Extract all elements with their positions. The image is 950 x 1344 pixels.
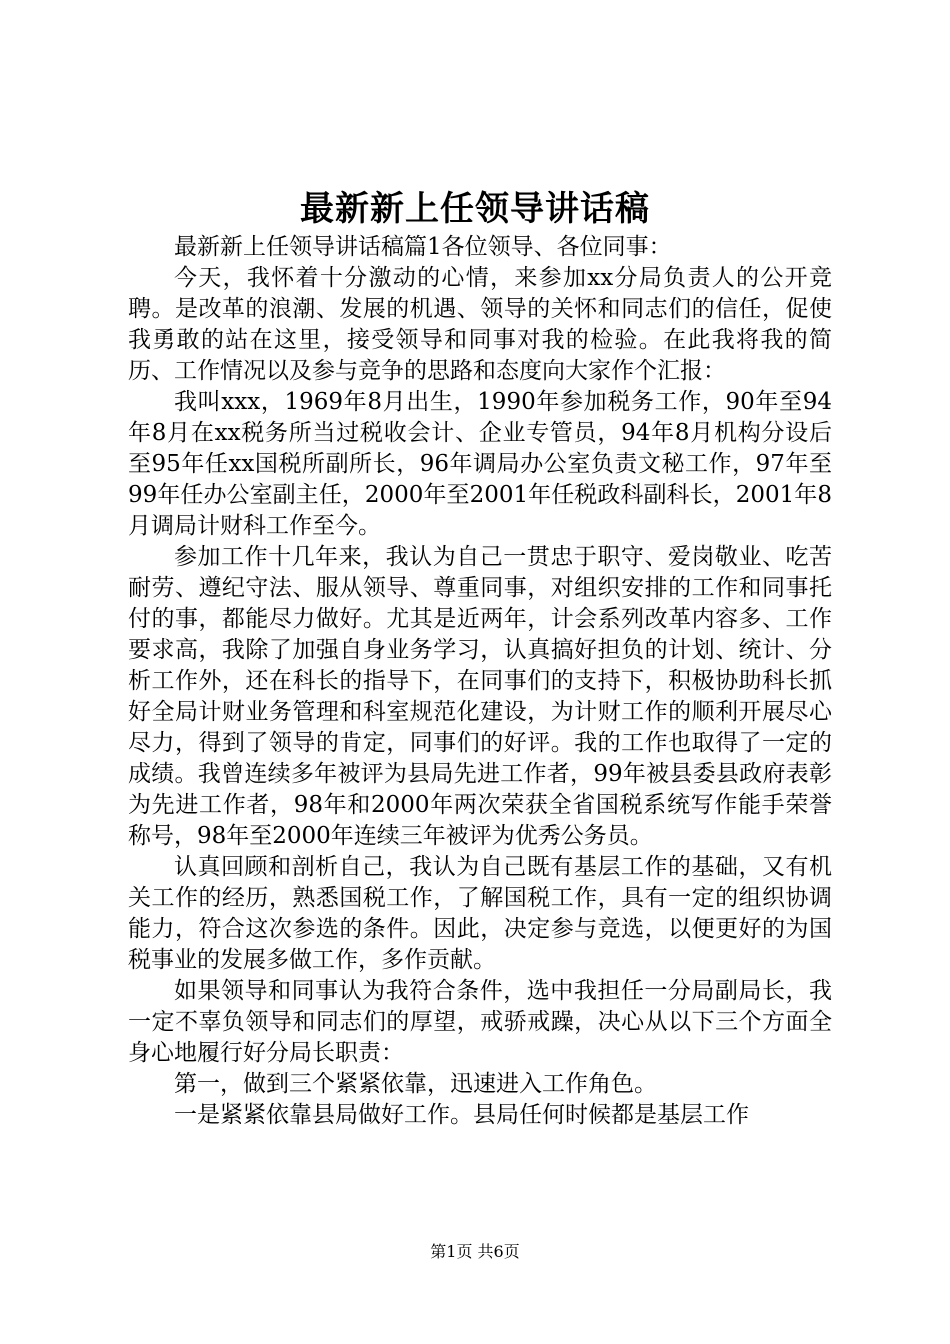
paragraph: 认真回顾和剖析自己，我认为自己既有基层工作的基础，又有机关工作的经历，熟悉国税工作，了解国税工作，具有一定的组织协调能力，符合这次参选的条件。因此，决定参与竞选，以便更好的为国税事业的发展多做工作，多作贡献。 [128, 854, 832, 973]
paragraph: 今天，我怀着十分激动的心情，来参加xx分局负责人的公开竞聘。是改革的浪潮、发展的机遇、领导的关怀和同志们的信任，促使我勇敢的站在这里，接受领导和同事对我的检验。在此我将我的简历、工作情况以及参与竞争的思路和态度向大家作个汇报： [128, 265, 832, 384]
document-body [128, 232, 832, 1131]
document-title: 最新新上任领导讲话稿 [300, 189, 650, 229]
paragraph: 参加工作十几年来，我认为自己一贯忠于职守、爱岗敬业、吃苦耐劳、遵纪守法、服从领导、尊重同事，对组织安排的工作和同事托付的事，都能尽力做好。尤其是近两年，计会系列改革内容多、工作要求高，我除了加强自身业务学习，认真搞好担负的计划、统计、分析工作外，还在科长的指导下，在同事们的支持下，积极协助科长抓好全局计财业务管理和科室规范化建设，为计财工作的顺利开展尽心尽力，得到了领导的肯定，同事们的好评。我的工作也取得了一定的成绩。我曾连续多年被评为县局先进工作者，99年被县委县政府表彰为先进工作者，98年和2000年两次荣获全省国税系统写作能手荣誉称号，98年至2000年连续三年被评为优秀公务员。 [128, 544, 832, 849]
paragraph: 最新新上任领导讲话稿篇1各位领导、各位同事： [174, 234, 672, 260]
paragraph: 我叫xxx，1969年8月出生，1990年参加税务工作，90年至94年8月在xx税务所当过税收会计、企业专管员，94年8月机构分设后至95年任xx国税所副所长，96年调局办公室负责文秘工作，97年至99年任办公室副主任，2000年至2001年任税政科副科长，2001年8月调局计财科工作至今。 [128, 389, 832, 539]
page-number-footer: 第1页 共6页 [430, 1242, 520, 1261]
paragraph: 一是紧紧依靠县局做好工作。县局任何时候都是基层工作 [174, 1102, 749, 1128]
paragraph: 如果领导和同事认为我符合条件，选中我担任一分局副局长，我一定不辜负领导和同志们的厚望，戒骄戒躁，决心从以下三个方面全身心地履行好分局长职责： [128, 978, 832, 1066]
paragraph: 第一，做到三个紧紧依靠，迅速进入工作角色。 [174, 1071, 657, 1097]
